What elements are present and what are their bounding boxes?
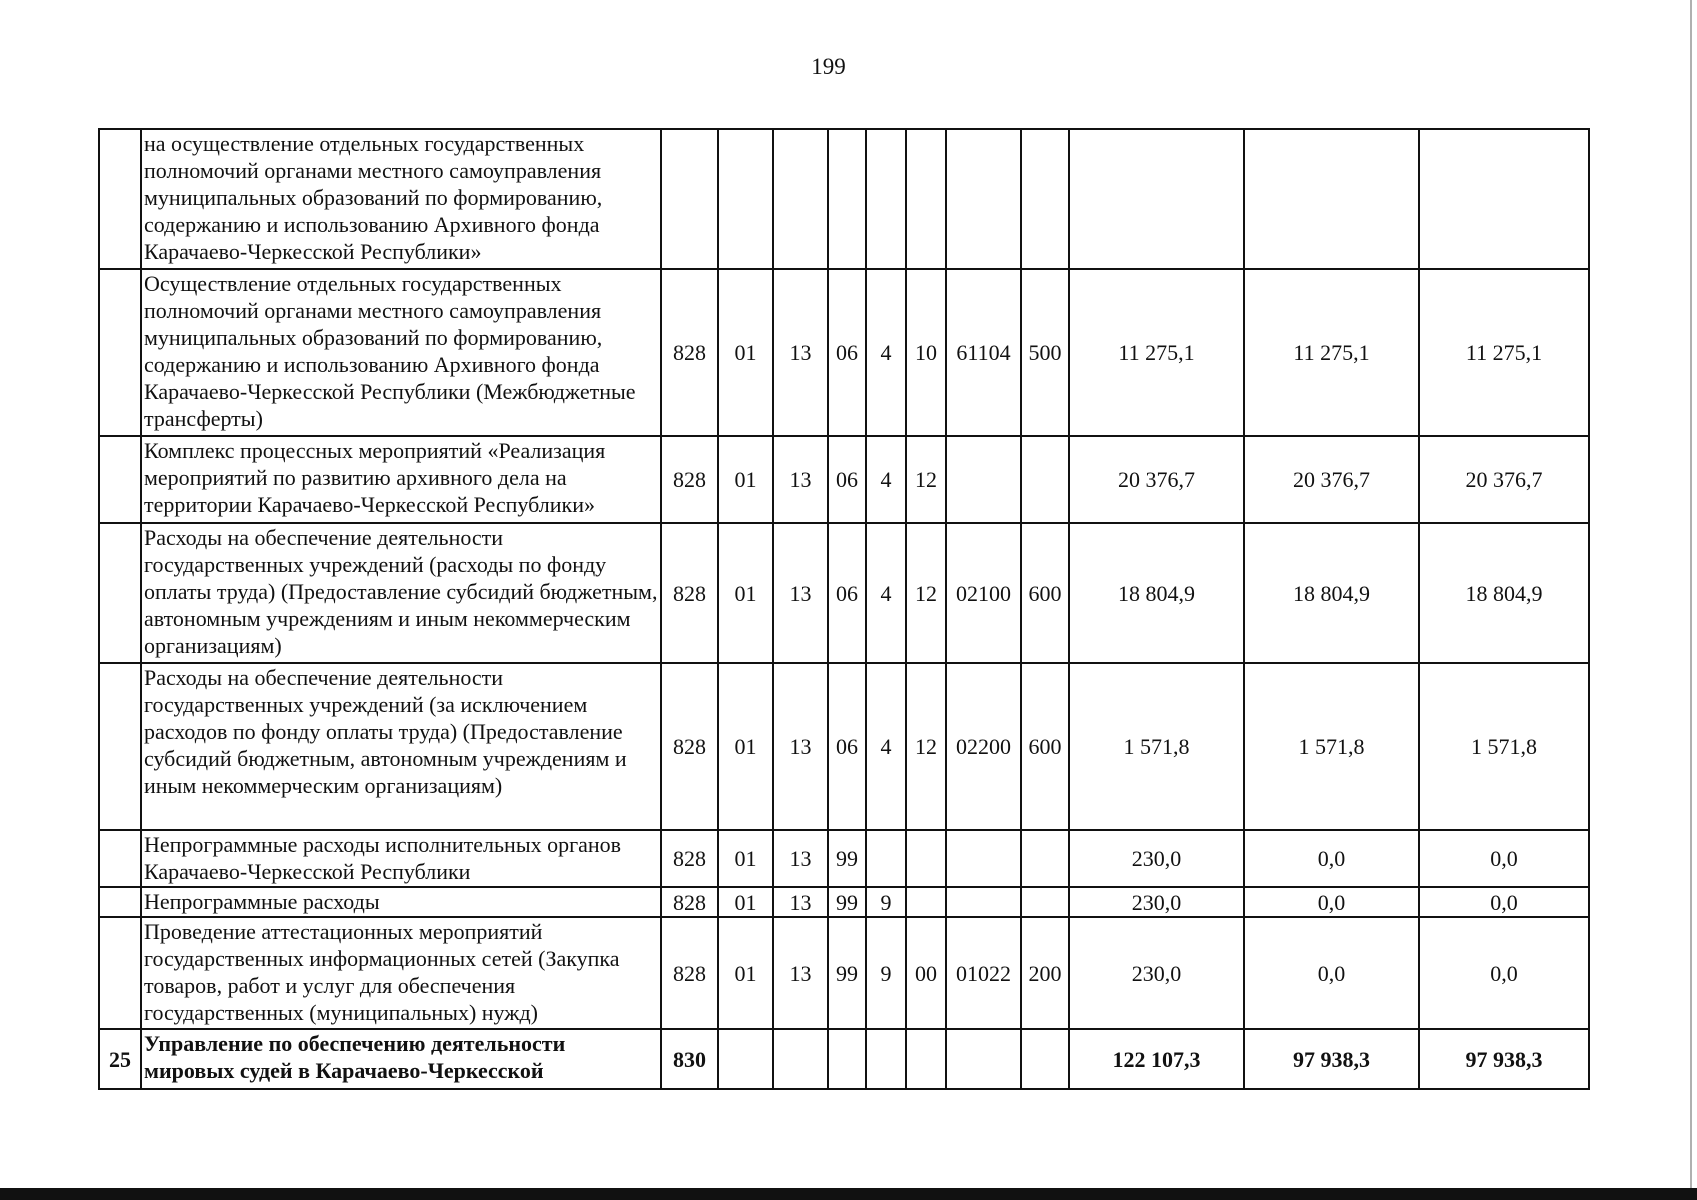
- subprogram-code-cell: 4: [866, 269, 906, 436]
- ministry-code-cell: 828: [661, 663, 718, 830]
- section-code-cell: 01: [718, 436, 773, 523]
- ministry-code-cell: 828: [661, 917, 718, 1029]
- direction-code-cell: [946, 1029, 1021, 1089]
- expense-type-cell: 500: [1021, 269, 1069, 436]
- activity-code-cell: 12: [906, 523, 946, 663]
- section-code-cell: 01: [718, 663, 773, 830]
- direction-code-cell: 02100: [946, 523, 1021, 663]
- table-row: [99, 269, 1589, 436]
- amount-year-2-cell: 0,0: [1244, 887, 1419, 917]
- amount-year-1-cell: 20 376,7: [1069, 436, 1244, 523]
- amount-year-1-cell: 230,0: [1069, 887, 1244, 917]
- activity-code-cell: [906, 129, 946, 269]
- row-number-cell: [99, 830, 141, 887]
- direction-code-cell: [946, 830, 1021, 887]
- amount-year-2-cell: 11 275,1: [1244, 269, 1419, 436]
- amount-year-3-cell: 0,0: [1419, 830, 1589, 887]
- program-code-cell: 06: [828, 663, 866, 830]
- amount-year-3-cell: 20 376,7: [1419, 436, 1589, 523]
- description-cell: Непрограммные расходы исполнительных органов Карачаево-Черкесской Республики: [141, 830, 661, 887]
- ministry-code-cell: 828: [661, 887, 718, 917]
- amount-year-3-cell: 0,0: [1419, 887, 1589, 917]
- direction-code-cell: 61104: [946, 269, 1021, 436]
- amount-year-2-cell: 0,0: [1244, 917, 1419, 1029]
- section-code-cell: 01: [718, 917, 773, 1029]
- row-number-cell: [99, 523, 141, 663]
- program-code-cell: 99: [828, 887, 866, 917]
- amount-year-2-cell: 20 376,7: [1244, 436, 1419, 523]
- description-cell: Осуществление отдельных государственных полномочий органами местного самоуправления муниципальных образований по формированию, содержанию и использованию Архивного фонда Карачаево-Черкесской Республики (Межбюджетные трансферты): [141, 269, 661, 436]
- table-row: [99, 523, 1589, 663]
- amount-year-1-cell: 1 571,8: [1069, 663, 1244, 830]
- amount-year-1-cell: 230,0: [1069, 830, 1244, 887]
- row-number-cell: [99, 269, 141, 436]
- page-number: 199: [811, 54, 846, 79]
- table-row: [99, 830, 1589, 887]
- program-code-cell: 06: [828, 523, 866, 663]
- row-number-cell: [99, 663, 141, 830]
- row-number-cell: [99, 129, 141, 269]
- description-cell: Расходы на обеспечение деятельности государственных учреждений (за исключением расходов по фонду оплаты труда) (Предоставление субсидий бюджетным, автономным учреждениям и иным некоммерческим организациям): [141, 663, 661, 830]
- direction-code-cell: 02200: [946, 663, 1021, 830]
- expense-type-cell: 600: [1021, 663, 1069, 830]
- expense-type-cell: [1021, 436, 1069, 523]
- scan-bottom-border: [0, 1188, 1697, 1200]
- amount-year-1-cell: 230,0: [1069, 917, 1244, 1029]
- direction-code-cell: [946, 887, 1021, 917]
- budget-table: [98, 128, 1590, 1090]
- direction-code-cell: 01022: [946, 917, 1021, 1029]
- scan-edge-line: [1690, 0, 1692, 1188]
- section-code-cell: 01: [718, 830, 773, 887]
- row-number-cell: 25: [99, 1029, 141, 1089]
- expense-type-cell: [1021, 129, 1069, 269]
- ministry-code-cell: 828: [661, 269, 718, 436]
- subsection-code-cell: 13: [773, 917, 828, 1029]
- table-row: [99, 436, 1589, 523]
- expense-type-cell: [1021, 830, 1069, 887]
- subprogram-code-cell: [866, 1029, 906, 1089]
- program-code-cell: 99: [828, 917, 866, 1029]
- amount-year-2-cell: 0,0: [1244, 830, 1419, 887]
- section-code-cell: 01: [718, 887, 773, 917]
- description-cell: на осуществление отдельных государственных полномочий органами местного самоуправления муниципальных образований по формированию, содержанию и использованию Архивного фонда Карачаево-Черкесской Республики»: [141, 129, 661, 269]
- amount-year-3-cell: 97 938,3: [1419, 1029, 1589, 1089]
- ministry-code-cell: [661, 129, 718, 269]
- subprogram-code-cell: 4: [866, 523, 906, 663]
- table-row: [99, 129, 1589, 269]
- program-code-cell: [828, 1029, 866, 1089]
- subprogram-code-cell: [866, 830, 906, 887]
- section-code-cell: 01: [718, 269, 773, 436]
- activity-code-cell: [906, 1029, 946, 1089]
- subsection-code-cell: [773, 129, 828, 269]
- row-number-cell: [99, 436, 141, 523]
- activity-code-cell: 00: [906, 917, 946, 1029]
- description-cell: Комплекс процессных мероприятий «Реализация мероприятий по развитию архивного дела на территории Карачаево-Черкесской Республики»: [141, 436, 661, 523]
- row-number-cell: [99, 917, 141, 1029]
- description-cell: Управление по обеспечению деятельности мировых судей в Карачаево-Черкесской: [141, 1029, 661, 1089]
- expense-type-cell: 200: [1021, 917, 1069, 1029]
- expense-type-cell: 600: [1021, 523, 1069, 663]
- program-code-cell: [828, 129, 866, 269]
- subsection-code-cell: [773, 1029, 828, 1089]
- amount-year-1-cell: [1069, 129, 1244, 269]
- amount-year-3-cell: 18 804,9: [1419, 523, 1589, 663]
- description-cell: Расходы на обеспечение деятельности государственных учреждений (расходы по фонду оплаты труда) (Предоставление субсидий бюджетным, автономным учреждениям и иным некоммерческим организациям): [141, 523, 661, 663]
- row-number-cell: [99, 887, 141, 917]
- section-code-cell: [718, 1029, 773, 1089]
- amount-year-3-cell: 0,0: [1419, 917, 1589, 1029]
- description-cell: Проведение аттестационных мероприятий государственных информационных сетей (Закупка товаров, работ и услуг для обеспечения государственных (муниципальных) нужд): [141, 917, 661, 1029]
- amount-year-1-cell: 11 275,1: [1069, 269, 1244, 436]
- activity-code-cell: 12: [906, 436, 946, 523]
- table-row: [99, 663, 1589, 830]
- subsection-code-cell: 13: [773, 269, 828, 436]
- amount-year-2-cell: 18 804,9: [1244, 523, 1419, 663]
- table-row: [99, 1029, 1589, 1089]
- subsection-code-cell: 13: [773, 830, 828, 887]
- amount-year-1-cell: 18 804,9: [1069, 523, 1244, 663]
- section-code-cell: 01: [718, 523, 773, 663]
- amount-year-3-cell: [1419, 129, 1589, 269]
- subsection-code-cell: 13: [773, 663, 828, 830]
- expense-type-cell: [1021, 1029, 1069, 1089]
- description-cell: Непрограммные расходы: [141, 887, 661, 917]
- subprogram-code-cell: 4: [866, 663, 906, 830]
- ministry-code-cell: 830: [661, 1029, 718, 1089]
- program-code-cell: 06: [828, 269, 866, 436]
- section-code-cell: [718, 129, 773, 269]
- amount-year-3-cell: 11 275,1: [1419, 269, 1589, 436]
- activity-code-cell: [906, 830, 946, 887]
- amount-year-3-cell: 1 571,8: [1419, 663, 1589, 830]
- program-code-cell: 06: [828, 436, 866, 523]
- direction-code-cell: [946, 129, 1021, 269]
- activity-code-cell: [906, 887, 946, 917]
- amount-year-2-cell: 97 938,3: [1244, 1029, 1419, 1089]
- table-row: [99, 917, 1589, 1029]
- amount-year-2-cell: [1244, 129, 1419, 269]
- ministry-code-cell: 828: [661, 830, 718, 887]
- subprogram-code-cell: 9: [866, 887, 906, 917]
- subprogram-code-cell: 4: [866, 436, 906, 523]
- program-code-cell: 99: [828, 830, 866, 887]
- activity-code-cell: 12: [906, 663, 946, 830]
- budget-table-body: [99, 129, 1589, 1089]
- direction-code-cell: [946, 436, 1021, 523]
- expense-type-cell: [1021, 887, 1069, 917]
- subsection-code-cell: 13: [773, 887, 828, 917]
- subsection-code-cell: 13: [773, 523, 828, 663]
- subprogram-code-cell: 9: [866, 917, 906, 1029]
- amount-year-2-cell: 1 571,8: [1244, 663, 1419, 830]
- ministry-code-cell: 828: [661, 523, 718, 663]
- ministry-code-cell: 828: [661, 436, 718, 523]
- table-row: [99, 887, 1589, 917]
- activity-code-cell: 10: [906, 269, 946, 436]
- amount-year-1-cell: 122 107,3: [1069, 1029, 1244, 1089]
- subprogram-code-cell: [866, 129, 906, 269]
- subsection-code-cell: 13: [773, 436, 828, 523]
